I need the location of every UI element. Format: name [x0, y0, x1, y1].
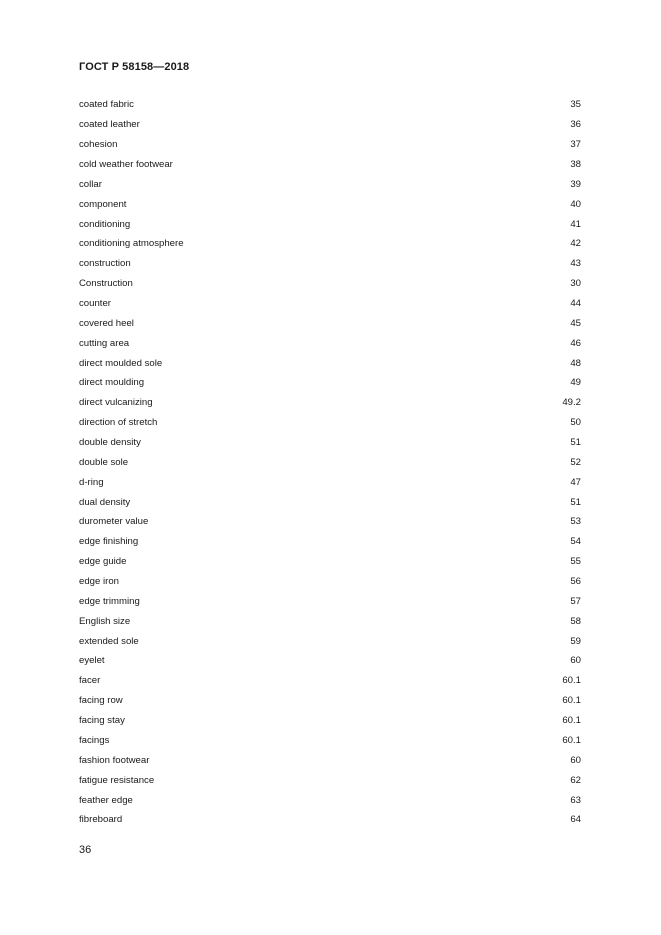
index-entry [79, 472, 581, 492]
index-term: counter [79, 298, 111, 310]
standard-title: ГОСТ Р 58158—2018 [79, 61, 190, 73]
index-term: conditioning atmosphere [79, 238, 184, 250]
index-term: collar [79, 178, 102, 190]
index-term: edge trimming [79, 595, 140, 607]
index-number: 48 [570, 357, 581, 369]
index-entry [79, 294, 581, 314]
index-term: Construction [79, 278, 133, 290]
index-entry [79, 135, 581, 155]
index-term: dual density [79, 496, 131, 508]
index-number: 56 [570, 576, 581, 588]
index-term: fatigue resistance [79, 774, 155, 786]
index-number: 60.1 [562, 675, 581, 687]
index-number: 44 [570, 298, 581, 310]
index-entry [79, 373, 581, 393]
index-term: conditioning [79, 218, 131, 230]
index-term: edge guide [79, 556, 127, 568]
index-number: 47 [570, 476, 581, 488]
index-number: 49.2 [562, 397, 581, 409]
index-number: 45 [570, 317, 581, 329]
index-entry [79, 591, 581, 611]
index-entry [79, 452, 581, 472]
index-entry [79, 631, 581, 651]
index-number: 57 [570, 595, 581, 607]
index-entry [79, 254, 581, 274]
index-entry [79, 194, 581, 214]
index-number: 54 [570, 536, 581, 548]
index-entry [79, 353, 581, 373]
index-entry [79, 492, 581, 512]
index-term: coated leather [79, 119, 140, 131]
index-number: 40 [570, 198, 581, 210]
index-term: extended sole [79, 635, 139, 647]
index-number: 51 [570, 496, 581, 508]
index-entry [79, 810, 581, 830]
index-term: English size [79, 615, 131, 627]
index-number: 42 [570, 238, 581, 250]
page-number: 36 [79, 844, 92, 856]
index-entry [79, 651, 581, 671]
index-number: 49 [570, 377, 581, 389]
index-number: 51 [570, 437, 581, 449]
index-number: 64 [570, 814, 581, 826]
index-entry [79, 750, 581, 770]
index-number: 59 [570, 635, 581, 647]
index-term: facer [79, 675, 101, 687]
index-entry [79, 532, 581, 552]
index-term: construction [79, 258, 131, 270]
index-term: direction of stretch [79, 417, 158, 429]
index-entry [79, 512, 581, 532]
index-number: 52 [570, 456, 581, 468]
index-entry [79, 333, 581, 353]
index-entry [79, 611, 581, 631]
index-term: eyelet [79, 655, 105, 667]
index-term: double density [79, 437, 141, 449]
index-entry [79, 95, 581, 115]
index-term: edge iron [79, 576, 120, 588]
index-number: 53 [570, 516, 581, 528]
index-number: 35 [570, 99, 581, 111]
index-entry [79, 731, 581, 751]
index-term: fibreboard [79, 814, 123, 826]
index-entry [79, 790, 581, 810]
index-term: feather edge [79, 794, 133, 806]
index-term: double sole [79, 456, 129, 468]
index-number: 63 [570, 794, 581, 806]
index-number: 60.1 [562, 695, 581, 707]
index-entry [79, 433, 581, 453]
index-number: 36 [570, 119, 581, 131]
index-number: 43 [570, 258, 581, 270]
index-entry [79, 393, 581, 413]
index-entry [79, 214, 581, 234]
index-entry [79, 234, 581, 254]
index-entry [79, 671, 581, 691]
index-term: direct moulded sole [79, 357, 163, 369]
index-term: durometer value [79, 516, 149, 528]
index-term: covered heel [79, 317, 134, 329]
index-term: facing stay [79, 715, 125, 727]
index-number: 60.1 [562, 734, 581, 746]
index-term: cold weather footwear [79, 159, 173, 170]
index-entry [79, 552, 581, 572]
index-entry [79, 711, 581, 731]
index-entry [79, 770, 581, 790]
index-number: 58 [570, 615, 581, 627]
index-term: component [79, 198, 127, 210]
index-number: 60 [570, 655, 581, 667]
index-number: 38 [570, 159, 581, 170]
index-number: 37 [570, 139, 581, 151]
index-term: facing row [79, 695, 123, 707]
index-entry [79, 572, 581, 592]
index-number: 50 [570, 417, 581, 429]
index-entry [79, 174, 581, 194]
index-term: direct moulding [79, 377, 145, 389]
index-term: d-ring [79, 476, 104, 488]
index-term: cutting area [79, 337, 130, 349]
index-entry [79, 313, 581, 333]
index-number: 39 [570, 178, 581, 190]
index-entry [79, 691, 581, 711]
index-number: 46 [570, 337, 581, 349]
index-entry [79, 274, 581, 294]
index-term: cohesion [79, 139, 118, 151]
index-term: fashion footwear [79, 754, 150, 766]
index-entry [79, 413, 581, 433]
term-index-list [79, 95, 581, 830]
index-entry [79, 115, 581, 135]
index-number: 62 [570, 774, 581, 786]
index-number: 60.1 [562, 715, 581, 727]
index-number: 55 [570, 556, 581, 568]
index-term: coated fabric [79, 99, 134, 111]
index-term: direct vulcanizing [79, 397, 153, 409]
index-number: 41 [570, 218, 581, 230]
index-term: facings [79, 734, 110, 746]
index-entry [79, 155, 581, 175]
index-term: edge finishing [79, 536, 139, 548]
index-number: 60 [570, 754, 581, 766]
index-number: 30 [570, 278, 581, 290]
